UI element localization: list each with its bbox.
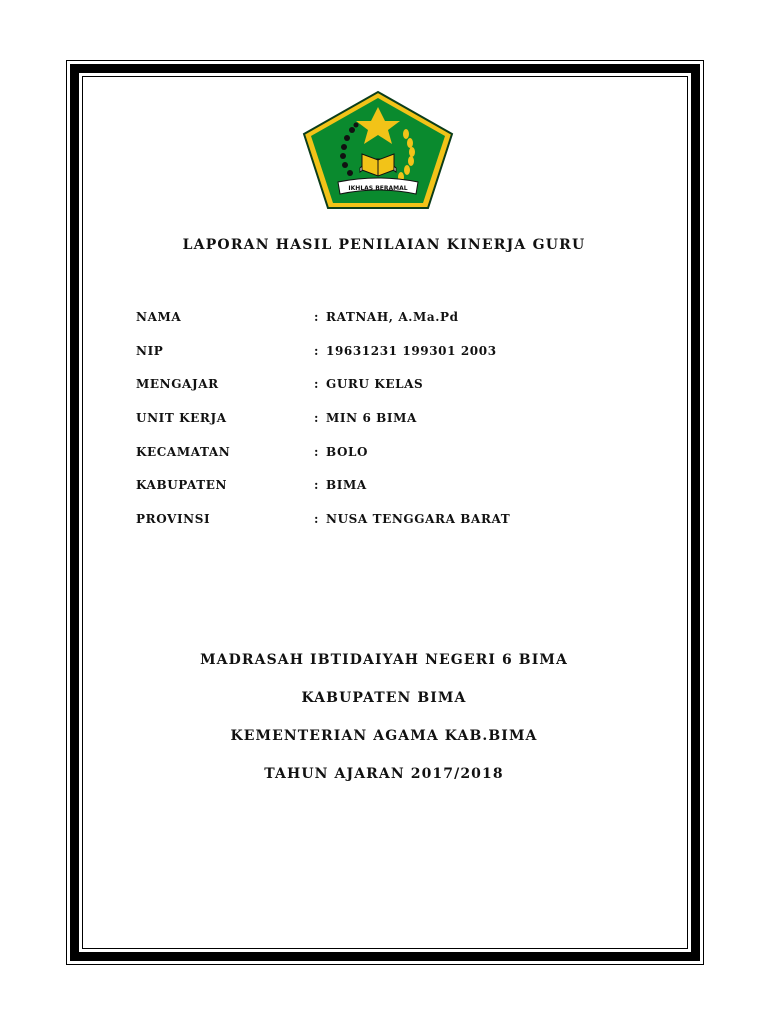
logo-motto: IKHLAS BERAMAL [348,185,408,192]
field-row [136,377,656,411]
identity-fields [136,310,656,546]
kemenag-logo-icon [300,90,456,212]
field-label: KABUPATEN [136,478,228,493]
field-value: 19631231 199301 2003 [326,343,497,358]
field-value: NUSA TENGGARA BARAT [326,512,511,527]
field-value: BIMA [326,478,367,493]
regency-name: KABUPATEN BIMA [301,690,467,706]
field-label: MENGAJAR [136,377,219,392]
field-value: GURU KELAS [326,377,424,392]
field-value: RATNAH, A.Ma.Pd [326,310,459,324]
field-separator: : [314,444,320,459]
field-separator: : [314,377,320,392]
field-label: KECAMATAN [136,444,231,459]
field-label: NIP [136,343,164,358]
field-separator: : [314,512,320,527]
field-value: MIN 6 BIMA [326,411,417,426]
field-row [136,478,656,512]
ministry-name: KEMENTERIAN AGAMA KAB.BIMA [230,728,538,744]
field-label: NAMA [136,310,182,324]
institution-footer [0,648,768,800]
field-separator: : [314,411,320,426]
field-row [136,310,656,344]
field-separator: : [314,310,320,324]
field-label: UNIT KERJA [136,411,227,426]
field-value: BOLO [326,444,369,459]
institution-name: MADRASAH IBTIDAIYAH NEGERI 6 BIMA [200,652,568,668]
report-title: LAPORAN HASIL PENILAIAN KINERJA GURU [182,237,586,253]
field-label: PROVINSI [136,512,211,527]
field-row [136,512,656,546]
field-separator: : [314,478,320,493]
field-separator: : [314,343,320,358]
academic-year: TAHUN AJARAN 2017/2018 [264,766,504,782]
field-row [136,411,656,445]
field-row [136,344,656,378]
field-row [136,445,656,479]
